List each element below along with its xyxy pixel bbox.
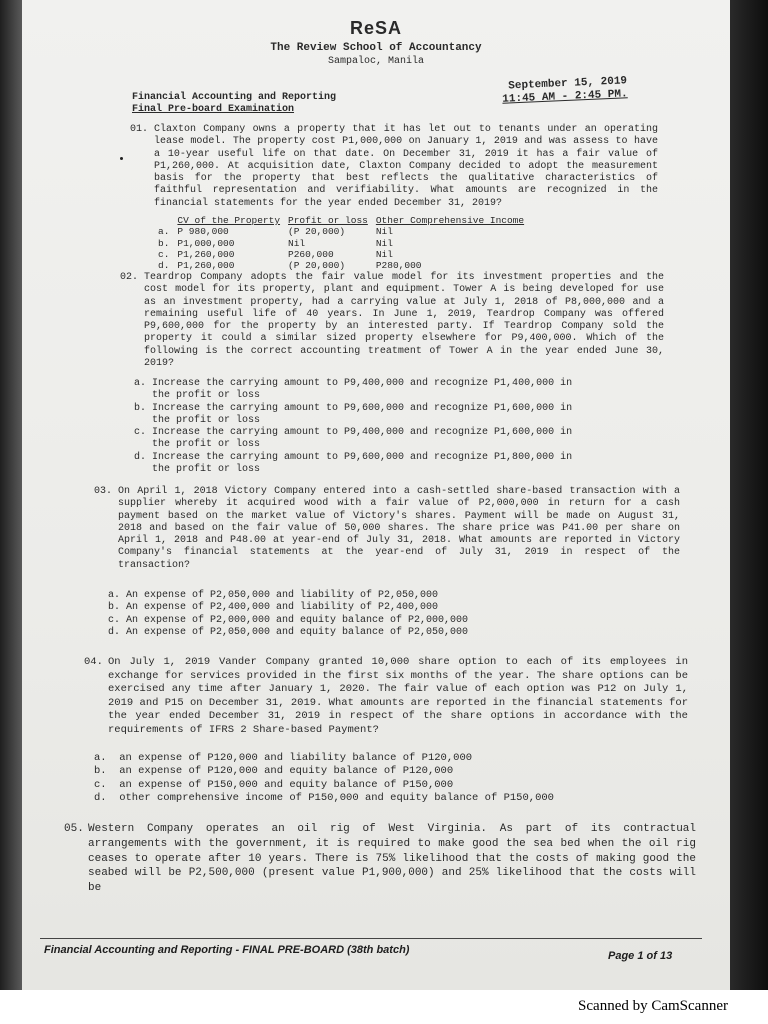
answer-option: d. other comprehensive income of P150,000 and equity balance of P150,000 (94, 792, 554, 805)
table-cell: (P 20,000) (288, 260, 346, 272)
table-cell: Nil (375, 248, 393, 260)
answer-option: b. An expense of P2,400,000 and liability of P2,400,000 (108, 602, 439, 614)
question-5 (64, 822, 696, 896)
answer-option: a. An expense of P2,050,000 and liability of P2,050,000 (108, 590, 439, 601)
question-number: 03. (94, 486, 113, 497)
table-cell: Nil (375, 237, 393, 249)
school-name: The Review School of Accountancy (270, 42, 482, 54)
scan-left-shadow (0, 0, 22, 1024)
table-cell: Nil (288, 237, 306, 249)
school-logo-title: ReSA (349, 18, 402, 38)
camscanner-watermark: Scanned by CamScanner (578, 998, 728, 1014)
question-text: Teardrop Company adopts the fair value model for its investment properties and the cost model for its property, plant and equipment. Tower A is being developed for use as an investment property, had a carrying value at July 1, 2018 of P8,000,000 and a remaining useful life of 40 years. In June 1, 2019, Teardrop Company was offered P9,600,000 for the property by an interested party. If Teardrop Company sold the property it could a similar sized property elsewhere for P9,400,000. Which of the following is the correct accounting treatment of Tower A in the year ended June 30, 2019? (144, 272, 664, 370)
table-cell: Nil (375, 226, 393, 238)
question-number: 01. (130, 124, 149, 135)
question-text: Western Company operates an oil rig of West Virginia. As part of its contractual arrangements with the government, it is required to make good the sea bed when the oil rig ceases to operate after 10 years. There is 75% likelihood that the costs of making good the seabed will be P2,500,000 (present value P1,900,000) and 25% likelihood that the costs will be (88, 823, 696, 895)
table-row (154, 238, 528, 249)
question-3 (94, 486, 680, 572)
table-header-cell: CV of the Property (177, 215, 281, 226)
pen-mark (120, 157, 123, 160)
table-cell: P280,000 (375, 260, 422, 272)
answer-option: d. An expense of P2,050,000 and equity balance of P2,050,000 (108, 626, 469, 638)
question-number: 02. (120, 272, 139, 283)
question-2-options (134, 378, 572, 476)
table-row (154, 226, 528, 237)
school-location: Sampaloc, Manila (327, 56, 424, 67)
exam-time: 11:45 AM - 2:45 PM. (502, 88, 628, 106)
answer-option: b. an expense of P120,000 and equity balance of P120,000 (94, 765, 454, 778)
question-2 (120, 272, 664, 370)
answer-option: a. Increase the carrying amount to P9,400,000 and recognize P1,400,000 in the profit or loss (134, 378, 573, 402)
table-header-cell: Other Comprehensive Income (375, 215, 525, 226)
table-cell: (P 20,000) (288, 226, 346, 238)
table-cell: P1,000,000 (177, 237, 235, 249)
table-cell: a. (158, 226, 170, 238)
table-cell: P260,000 (288, 248, 334, 260)
question-text: On April 1, 2018 Victory Company entered into a cash-settled share-based transaction with a supplier whereby it acquired wood with a fair value of P2,000,000 in return for a cash payment based on the market value of Victory's shares. Payment will be made on August 31, 2018 and based on the fair value of 50,000 shares. The share price was P41.00 per share on April 1, 2018 and P48.00 at year-end of July 31, 2018. What amounts are reported in Victory Company's financial statements at the year-end of July 31, 2019 in respect of the transaction? (118, 486, 680, 571)
table-cell: d. (158, 260, 170, 272)
question-text: On July 1, 2019 Vander Company granted 10,000 share option to each of its employees in exchange for services provided in the first six months of the year. The share options can be exercised any time after January 1, 2020. The fair value of each option was P12 on July 1, 2019 and P15 on December 31, 2019. What amounts are reported in the financial statements for the year ended December 31, 2019 in respect of the share options in accordance with the requirements of IFRS 2 Share-based Payment? (108, 656, 688, 736)
question-4-options (94, 752, 554, 806)
question-3-options (108, 590, 468, 639)
table-cell: P1,260,000 (177, 260, 235, 272)
answer-option: c. An expense of P2,000,000 and equity balance of P2,000,000 (108, 614, 469, 626)
answer-table (154, 215, 528, 271)
footer-course-label: Financial Accounting and Reporting - FINAL PRE-BOARD (38th batch) (44, 944, 410, 956)
table-header-cell: Profit or loss (288, 215, 368, 226)
table-header-cell (154, 215, 173, 226)
question-number: 04. (84, 656, 103, 668)
subject-line: Financial Accounting and Reporting (132, 92, 337, 103)
question-text: Claxton Company owns a property that it has let out to tenants under an operating lease model. The property cost P1,000,000 on January 1, 2019 and was assess to have a 10-year useful life on that date. On December 31, 2019 it has a fair value of P1,260,000. At acquisition date, Claxton Company decided to adopt the measurement basis for the property that best reflects the qualitative characteristics of faithful representation and verifiability. What amounts are recognized in the financial statements for the year ended December 31, 2019? (154, 124, 658, 209)
page-number: Page 1 of 13 (608, 950, 673, 962)
exam-date: September 15, 2019 (508, 75, 628, 93)
table-row (154, 260, 528, 271)
table-row (154, 249, 528, 260)
exam-type-line: Final Pre-board Examination (132, 104, 295, 115)
exam-schedule (501, 75, 627, 106)
question-4 (84, 656, 688, 738)
scan-right-edge (728, 0, 768, 1024)
answer-option: b. Increase the carrying amount to P9,600,000 and recognize P1,600,000 in the profit or loss (134, 402, 573, 426)
answer-option: d. Increase the carrying amount to P9,600,000 and recognize P1,800,000 in the profit or loss (134, 451, 573, 476)
table-cell: P 980,000 (177, 226, 229, 238)
exam-subject (132, 92, 336, 116)
answer-option: a. an expense of P120,000 and liability balance of P120,000 (94, 752, 473, 764)
answer-option: c. Increase the carrying amount to P9,400,000 and recognize P1,600,000 in the profit or loss (134, 427, 573, 451)
footer-divider (40, 938, 702, 939)
table-header-row (154, 215, 528, 226)
exam-page (22, 0, 730, 990)
question-number: 05. (64, 823, 84, 835)
question-1 (130, 124, 658, 210)
table-cell: b. (158, 237, 170, 249)
table-cell: c. (158, 248, 170, 260)
answer-option: c. an expense of P150,000 and equity balance of P150,000 (94, 778, 454, 791)
table-cell: P1,260,000 (177, 248, 235, 260)
